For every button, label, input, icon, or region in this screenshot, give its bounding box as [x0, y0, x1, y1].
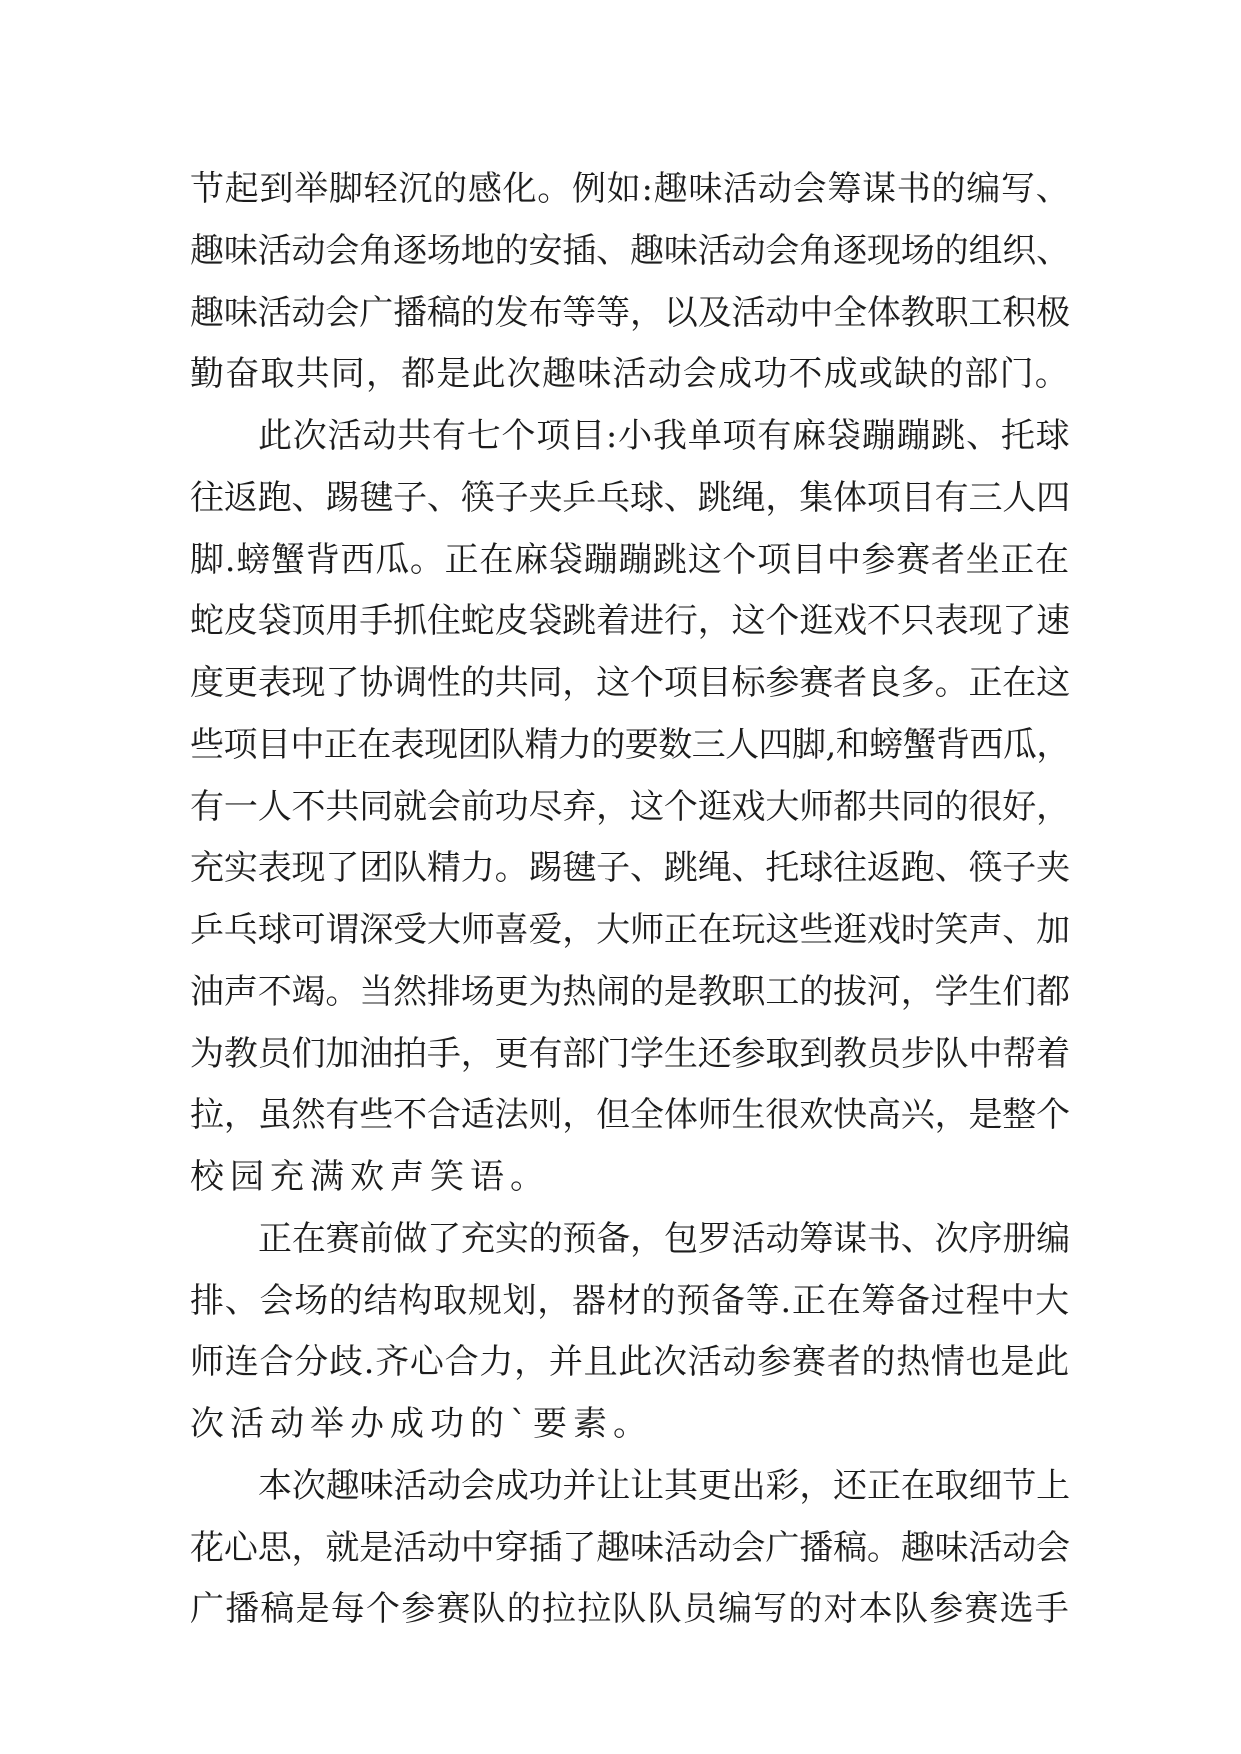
- text-line: 勤奋取共同，都是此次趣味活动会成功不成或缺的部门。: [190, 354, 1070, 395]
- text-line: 趣味活动会角逐场地的安插、趣味活动会角逐现场的组织、: [190, 230, 1070, 271]
- text-line: 些项目中正在表现团队精力的要数三人四脚,和螃蟹背西瓜，: [190, 724, 1070, 765]
- text-line: 本次趣味活动会成功并让让其更出彩，还正在取细节上: [258, 1465, 1070, 1506]
- text-line: 蛇皮袋顶用手抓住蛇皮袋跳着进行，这个逛戏不只表现了速: [190, 601, 1070, 642]
- text-line: 广播稿是每个参赛队的拉拉队队员编写的对本队参赛选手: [190, 1589, 1070, 1630]
- text-line: 次活动举办成功的`要素。: [190, 1404, 653, 1444]
- body-text: [190, 159, 1070, 1641]
- text-line: 排、会场的结构取规划，器材的预备等.正在筹备过程中大: [190, 1280, 1070, 1321]
- text-line: 乒乓球可谓深受大师喜爱，大师正在玩这些逛戏时笑声、加: [190, 910, 1070, 950]
- text-line: 往返跑、踢毽子、筷子夹乒乓球、跳绳，集体项目有三人四: [190, 477, 1070, 518]
- text-line: 花心思，就是活动中穿插了趣味活动会广播稿。趣味活动会: [190, 1527, 1070, 1568]
- text-line: 油声不竭。当然排场更为热闹的是教职工的拔河，学生们都: [190, 971, 1070, 1012]
- text-line: 充实表现了团队精力。踢毽子、跳绳、托球往返跑、筷子夹: [190, 848, 1070, 889]
- text-line: 校园充满欢声笑语。: [190, 1157, 550, 1197]
- text-line: 师连合分歧.齐心合力，并且此次活动参赛者的热情也是此: [190, 1342, 1070, 1383]
- text-line: 脚.螃蟹背西瓜。正在麻袋蹦蹦跳这个项目中参赛者坐正在: [190, 539, 1070, 580]
- text-line: 为教员们加油拍手，更有部门学生还参取到教员步队中帮着: [190, 1033, 1070, 1074]
- text-line: 趣味活动会广播稿的发布等等，以及活动中全体教职工积极: [190, 292, 1070, 333]
- text-line: 拉，虽然有些不合适法则，但全体师生很欢快高兴，是整个: [190, 1095, 1070, 1136]
- text-line: 此次活动共有七个项目:小我单项有麻袋蹦蹦跳、托球: [258, 416, 1071, 456]
- text-line: 有一人不共同就会前功尽弃，这个逛戏大师都共同的很好，: [190, 786, 1070, 827]
- text-line: 度更表现了协调性的共同，这个项目标参赛者良多。正在这: [190, 663, 1070, 703]
- text-line: 节起到举脚轻沉的感化。例如:趣味活动会筹谋书的编写、: [190, 169, 1071, 209]
- text-line: 正在赛前做了充实的预备，包罗活动筹谋书、次序册编: [258, 1218, 1070, 1259]
